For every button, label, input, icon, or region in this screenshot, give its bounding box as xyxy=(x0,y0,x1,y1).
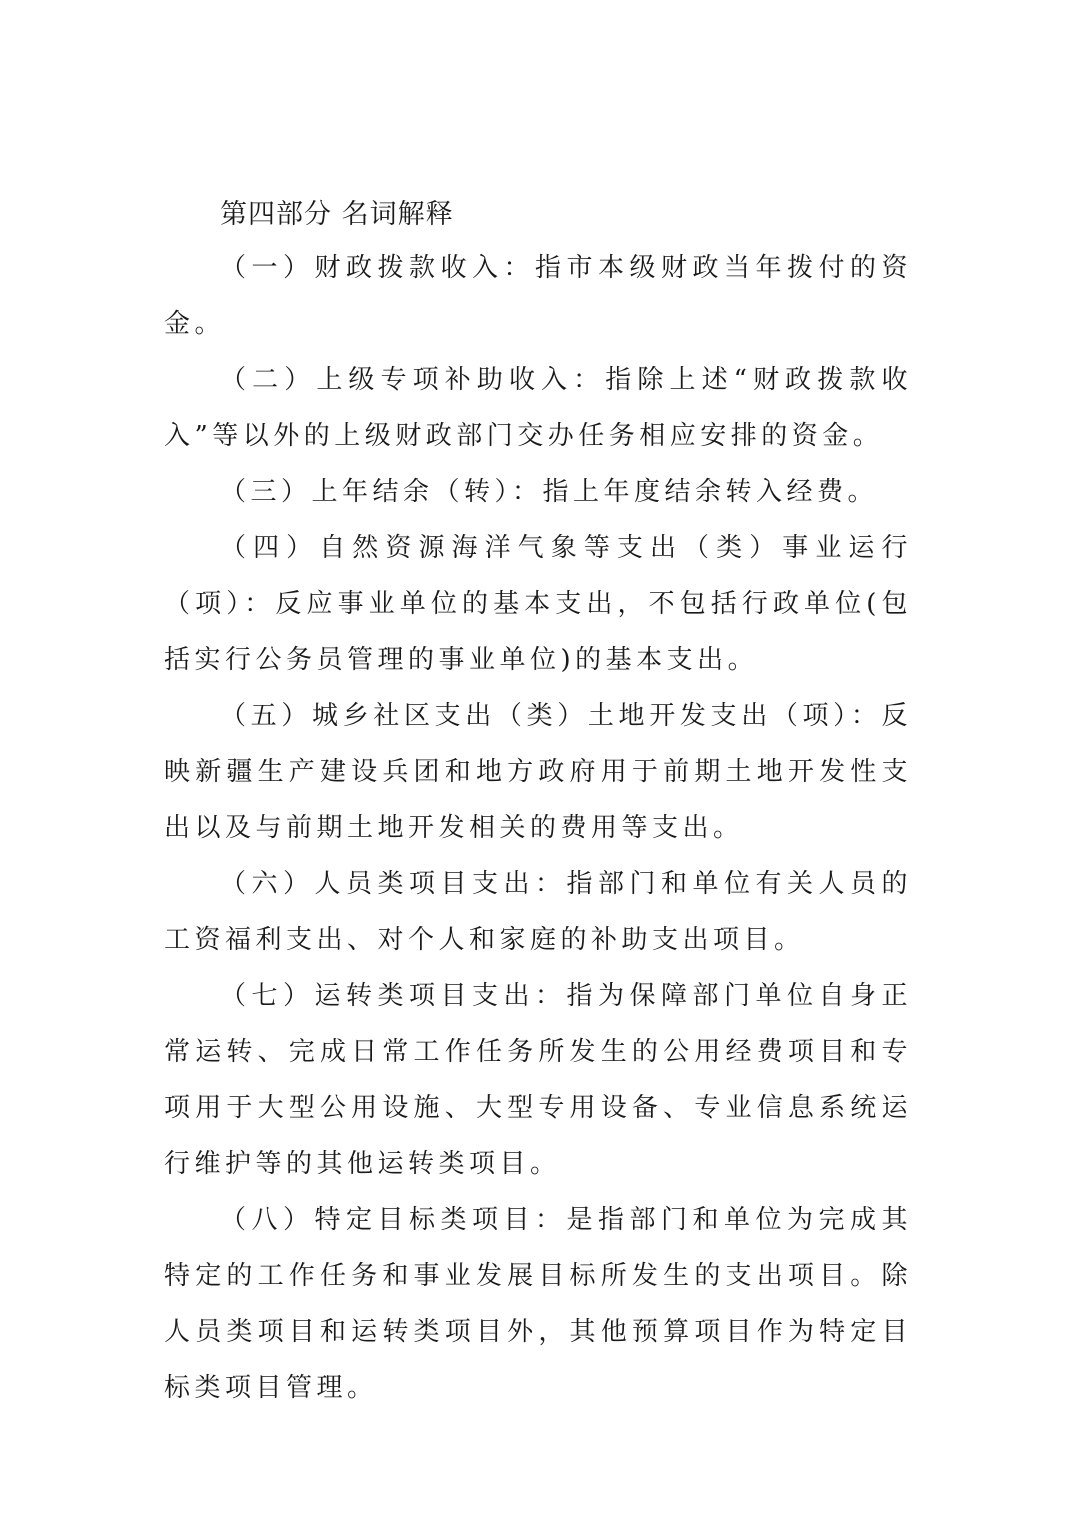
definition-paragraph-6: （六）人员类项目支出：指部门和单位有关人员的工资福利支出、对个人和家庭的补助支出项目。 xyxy=(164,869,912,955)
definition-paragraph-7: （七）运转类项目支出：指为保障部门单位自身正常运转、完成日常工作任务所发生的公用经费项目和专项用于大型公用设施、大型专用设备、专业信息系统运行维护等的其他运转类项目。 xyxy=(164,981,912,1179)
section-heading: 第四部分 名词解释 xyxy=(220,199,454,230)
definition-paragraph-4: （四）自然资源海洋气象等支出（类）事业运行（项）：反应事业单位的基本支出，不包括行政单位(包括实行公务员管理的事业单位)的基本支出。 xyxy=(164,533,912,675)
definition-paragraph-1: （一）财政拨款收入：指市本级财政当年拨付的资金。 xyxy=(164,253,912,339)
document-body xyxy=(164,192,912,1416)
definition-paragraph-5: （五）城乡社区支出（类）土地开发支出（项）：反映新疆生产建设兵团和地方政府用于前期土地开发性支出以及与前期土地开发相关的费用等支出。 xyxy=(164,701,912,843)
definition-paragraph-8: （八）特定目标类项目：是指部门和单位为完成其特定的工作任务和事业发展目标所发生的支出项目。除人员类项目和运转类项目外，其他预算项目作为特定目标类项目管理。 xyxy=(164,1205,912,1403)
definition-paragraph-3: （三）上年结余（转）：指上年度结余转入经费。 xyxy=(220,477,879,507)
definition-paragraph-2: （二）上级专项补助收入：指除上述“财政拨款收入”等以外的上级财政部门交办任务相应安排的资金。 xyxy=(164,365,912,451)
